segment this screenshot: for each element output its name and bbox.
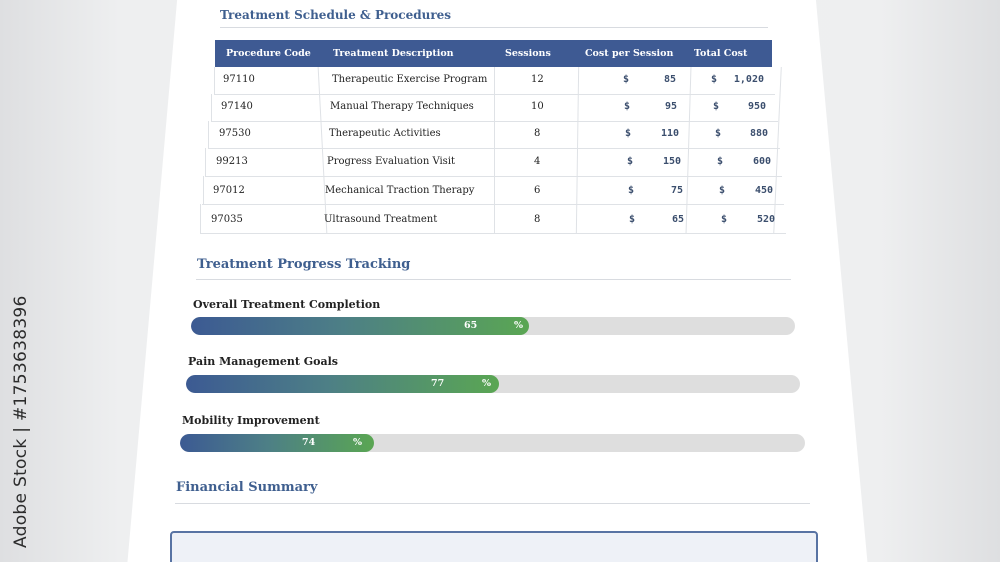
table-border-left	[200, 204, 201, 234]
row-5-total-currency: $	[719, 185, 726, 196]
header-procedure-code: Procedure Code	[226, 48, 311, 59]
row-2-description: Manual Therapy Techniques	[330, 101, 474, 112]
progress-pct-overall: %	[514, 320, 524, 331]
table-col-divider	[494, 67, 495, 234]
table-row-divider	[208, 148, 780, 149]
row-1-total: 1,020	[733, 74, 764, 85]
progress-label-mobility: Mobility Improvement	[182, 414, 320, 427]
row-5-description: Mechanical Traction Therapy	[325, 185, 475, 196]
row-5-code: 97012	[213, 185, 245, 196]
row-3-total: 880	[749, 128, 768, 139]
progress-fill-overall	[191, 317, 529, 335]
progress-value-overall: 65	[464, 320, 478, 331]
schedule-title-rule	[220, 27, 768, 28]
row-1-total-currency: $	[711, 74, 718, 85]
row-5-cost-currency: $	[628, 185, 635, 196]
row-1-cost: 85	[663, 74, 676, 85]
row-3-description: Therapeutic Activities	[329, 128, 441, 139]
row-3-code: 97530	[219, 128, 251, 139]
table-border-left	[214, 67, 215, 95]
progress-track-overall	[191, 317, 795, 335]
progress-fill-mobility	[180, 434, 374, 452]
row-6-cost: 65	[671, 214, 684, 225]
progress-pct-mobility: %	[353, 437, 363, 448]
row-1-code: 97110	[223, 74, 255, 85]
row-4-total-currency: $	[717, 156, 724, 167]
progress-value-mobility: 74	[302, 437, 316, 448]
progress-fill-pain	[186, 375, 499, 393]
progress-value-pain: 77	[431, 378, 445, 389]
row-4-code: 99213	[216, 156, 248, 167]
row-4-sessions: 4	[534, 156, 541, 167]
table-row-divider	[211, 121, 778, 122]
progress-track-mobility	[180, 434, 805, 452]
financial-summary-box	[170, 531, 818, 562]
row-2-total-currency: $	[713, 101, 720, 112]
stock-watermark-text: Adobe Stock | #1753638396	[11, 295, 31, 548]
progress-title-rule	[196, 279, 791, 280]
row-2-total: 950	[747, 101, 766, 112]
row-6-sessions: 8	[534, 214, 541, 225]
table-row-divider	[200, 233, 786, 234]
progress-title: Treatment Progress Tracking	[197, 257, 411, 272]
row-3-cost: 110	[660, 128, 679, 139]
table-row-divider	[214, 94, 775, 95]
header-treatment-description: Treatment Description	[333, 48, 454, 59]
row-5-cost: 75	[670, 185, 683, 196]
header-cost-per-session: Cost per Session	[585, 48, 674, 59]
row-6-total-currency: $	[721, 214, 728, 225]
row-1-description: Therapeutic Exercise Program	[332, 74, 488, 85]
progress-track-pain	[186, 375, 800, 393]
row-1-cost-currency: $	[623, 74, 630, 85]
row-2-sessions: 10	[531, 101, 544, 112]
row-3-total-currency: $	[715, 128, 722, 139]
table-row-divider	[202, 204, 784, 205]
row-3-cost-currency: $	[625, 128, 632, 139]
table-border-left	[208, 121, 209, 149]
header-sessions: Sessions	[505, 48, 551, 59]
schedule-title: Treatment Schedule & Procedures	[220, 8, 452, 22]
row-4-description: Progress Evaluation Visit	[327, 156, 456, 167]
row-2-cost: 95	[664, 101, 677, 112]
progress-label-pain: Pain Management Goals	[188, 355, 339, 368]
row-2-cost-currency: $	[624, 101, 631, 112]
row-6-cost-currency: $	[629, 214, 636, 225]
row-6-total: 520	[756, 214, 775, 225]
progress-label-overall: Overall Treatment Completion	[193, 298, 381, 311]
row-4-cost: 150	[662, 156, 681, 167]
header-total-cost: Total Cost	[694, 48, 748, 59]
row-6-code: 97035	[211, 214, 243, 225]
progress-pct-pain: %	[482, 378, 492, 389]
row-1-sessions: 12	[531, 74, 544, 85]
financial-title: Financial Summary	[176, 480, 318, 495]
row-2-code: 97140	[221, 101, 253, 112]
table-border-left	[203, 176, 204, 205]
row-3-sessions: 8	[534, 128, 541, 139]
row-5-sessions: 6	[534, 185, 541, 196]
table-border-left	[205, 148, 206, 177]
row-4-cost-currency: $	[627, 156, 634, 167]
row-5-total: 450	[754, 185, 773, 196]
financial-title-rule	[175, 503, 810, 504]
table-row-divider	[205, 176, 782, 177]
table-border-left	[211, 94, 212, 122]
row-6-description: Ultrasound Treatment	[324, 214, 438, 225]
row-4-total: 600	[752, 156, 771, 167]
